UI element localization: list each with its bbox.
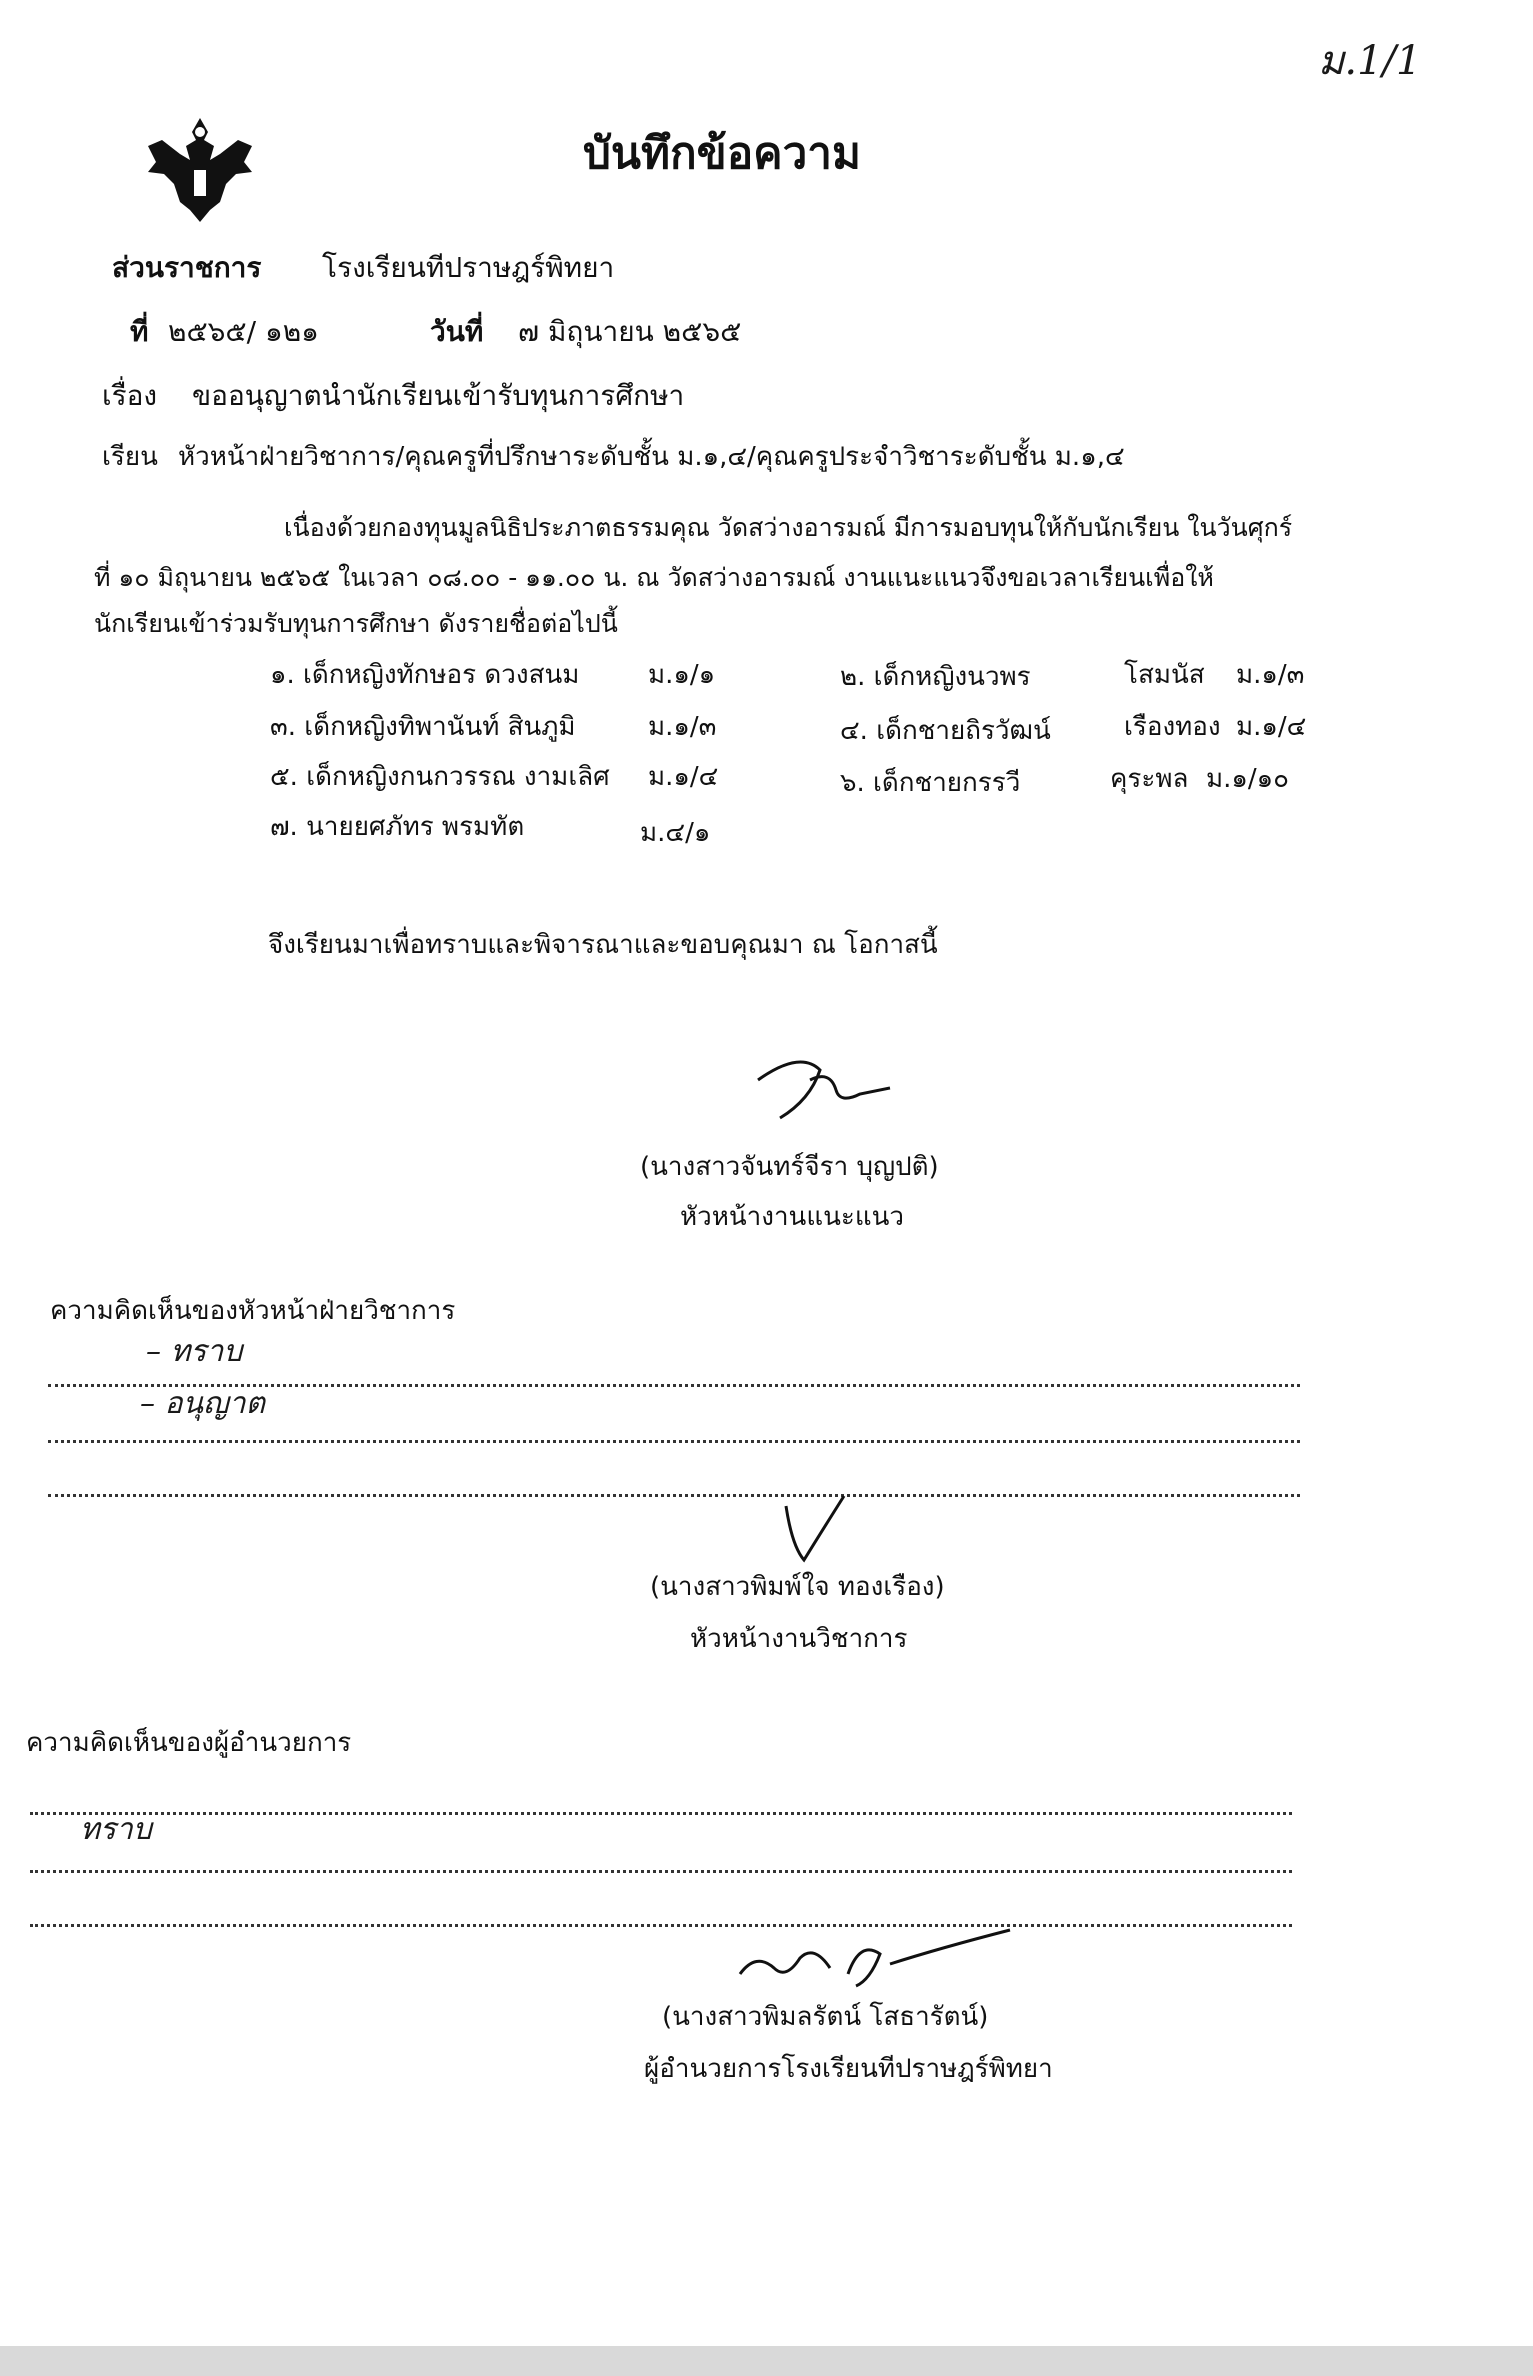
dotted-line bbox=[30, 1924, 1292, 1927]
student-class: ม.๔/๑ bbox=[640, 818, 711, 848]
academic-opinion-label: ความคิดเห็นของหัวหน้าฝ่ายวิชาการ bbox=[50, 1296, 456, 1326]
academic-signer-name: (นางสาวพิมพ์ใจ ทองเรือง) bbox=[650, 1572, 945, 1602]
dotted-line bbox=[30, 1870, 1292, 1873]
director-signer-position: ผู้อำนวยการโรงเรียนทีปราษฎร์พิทยา bbox=[644, 2054, 1053, 2084]
director-note-1: ทราบ bbox=[80, 1812, 152, 1847]
student-surname: คุระพล bbox=[1110, 764, 1189, 794]
agency-value: โรงเรียนทีปราษฎร์พิทยา bbox=[322, 251, 615, 284]
student-name: ๗. นายยศภัทร พรมทัต bbox=[270, 812, 525, 842]
date-value: ๗ มิถุนายน ๒๕๖๕ bbox=[518, 315, 742, 348]
dotted-line bbox=[48, 1440, 1300, 1443]
academic-signer-position: หัวหน้างานวิชาการ bbox=[690, 1624, 908, 1654]
student-class: ม.๑/๔ bbox=[648, 762, 719, 792]
memo-title: บันทึกข้อความ bbox=[583, 128, 862, 179]
to-label: เรียน bbox=[102, 442, 158, 472]
signature-2-icon bbox=[770, 1486, 860, 1576]
subject-value: ขออนุญาตนำนักเรียนเข้ารับทุนการศึกษา bbox=[192, 379, 685, 412]
body-line-2: ที่ ๑๐ มิถุนายน ๒๕๖๕ ในเวลา ๐๘.๐๐ - ๑๑.๐๐ น. ณ วัดสว่างอารมณ์ งานแนะแนวจึงขอเวลาเรียนเพื่อให้ bbox=[94, 563, 1214, 592]
student-name: ๒. เด็กหญิงนวพร bbox=[840, 662, 1031, 692]
page-edge bbox=[0, 2346, 1533, 2376]
student-class: ม.๑/๑๐ bbox=[1206, 764, 1290, 794]
body-line-1: เนื่องด้วยกองทุนมูลนิธิประภาตธรรมคุณ วัดสว่างอารมณ์ มีการมอบทุนให้กับนักเรียน ในวันศุกร์ bbox=[284, 513, 1293, 542]
academic-note-1: – ทราบ bbox=[146, 1334, 243, 1369]
date-label: วันที่ bbox=[430, 315, 484, 348]
director-signer-name: (นางสาวพิมลรัตน์ โสธารัตน์) bbox=[662, 2002, 989, 2032]
garuda-emblem-icon bbox=[140, 110, 260, 230]
student-class: ม.๑/๔ bbox=[1236, 712, 1307, 742]
student-name: ๕. เด็กหญิงกนกวรรณ งามเลิศ bbox=[270, 762, 610, 792]
student-class: ม.๑/๓ bbox=[648, 712, 717, 742]
dotted-line bbox=[48, 1384, 1300, 1387]
dotted-line bbox=[30, 1812, 1292, 1815]
subject-label: เรื่อง bbox=[102, 379, 158, 412]
student-class: ม.๑/๑ bbox=[648, 660, 716, 690]
student-surname: เรืองทอง bbox=[1124, 712, 1221, 742]
student-surname: โสมนัส bbox=[1124, 660, 1205, 690]
signer1-name: (นางสาวจันทร์จีรา บุญปติ) bbox=[640, 1152, 939, 1182]
student-name: ๓. เด็กหญิงทิพานันท์ สินภูมิ bbox=[270, 712, 576, 742]
agency-label: ส่วนราชการ bbox=[112, 251, 262, 284]
signature-1-icon bbox=[740, 1040, 900, 1140]
student-class: ม.๑/๓ bbox=[1236, 660, 1305, 690]
signer1-position: หัวหน้างานแนะแนว bbox=[680, 1202, 904, 1232]
corner-mark: ม.1/1 bbox=[1318, 38, 1422, 84]
doc-number-label: ที่ bbox=[130, 315, 149, 348]
body-line-3: นักเรียนเข้าร่วมรับทุนการศึกษา ดังรายชื่อต่อไปนี้ bbox=[94, 609, 618, 638]
to-value: หัวหน้าฝ่ายวิชาการ/คุณครูที่ปรึกษาระดับชั้น ม.๑,๔/คุณครูประจำวิชาระดับชั้น ม.๑,๔ bbox=[178, 442, 1125, 472]
student-name: ๑. เด็กหญิงทักษอร ดวงสนม bbox=[270, 660, 580, 690]
signature-3-icon bbox=[730, 1924, 1020, 2004]
dotted-line bbox=[48, 1494, 1300, 1497]
doc-number-value: ๒๕๖๕/ ๑๒๑ bbox=[168, 315, 319, 348]
student-name: ๔. เด็กชายถิรวัฒน์ bbox=[840, 716, 1051, 746]
closing-sentence: จึงเรียนมาเพื่อทราบและพิจารณาและขอบคุณมา ณ โอกาสนี้ bbox=[268, 930, 938, 960]
director-opinion-label: ความคิดเห็นของผู้อำนวยการ bbox=[26, 1728, 352, 1758]
student-name: ๖. เด็กชายกรรวี bbox=[840, 768, 1021, 798]
academic-note-2: – อนุญาต bbox=[140, 1386, 265, 1421]
